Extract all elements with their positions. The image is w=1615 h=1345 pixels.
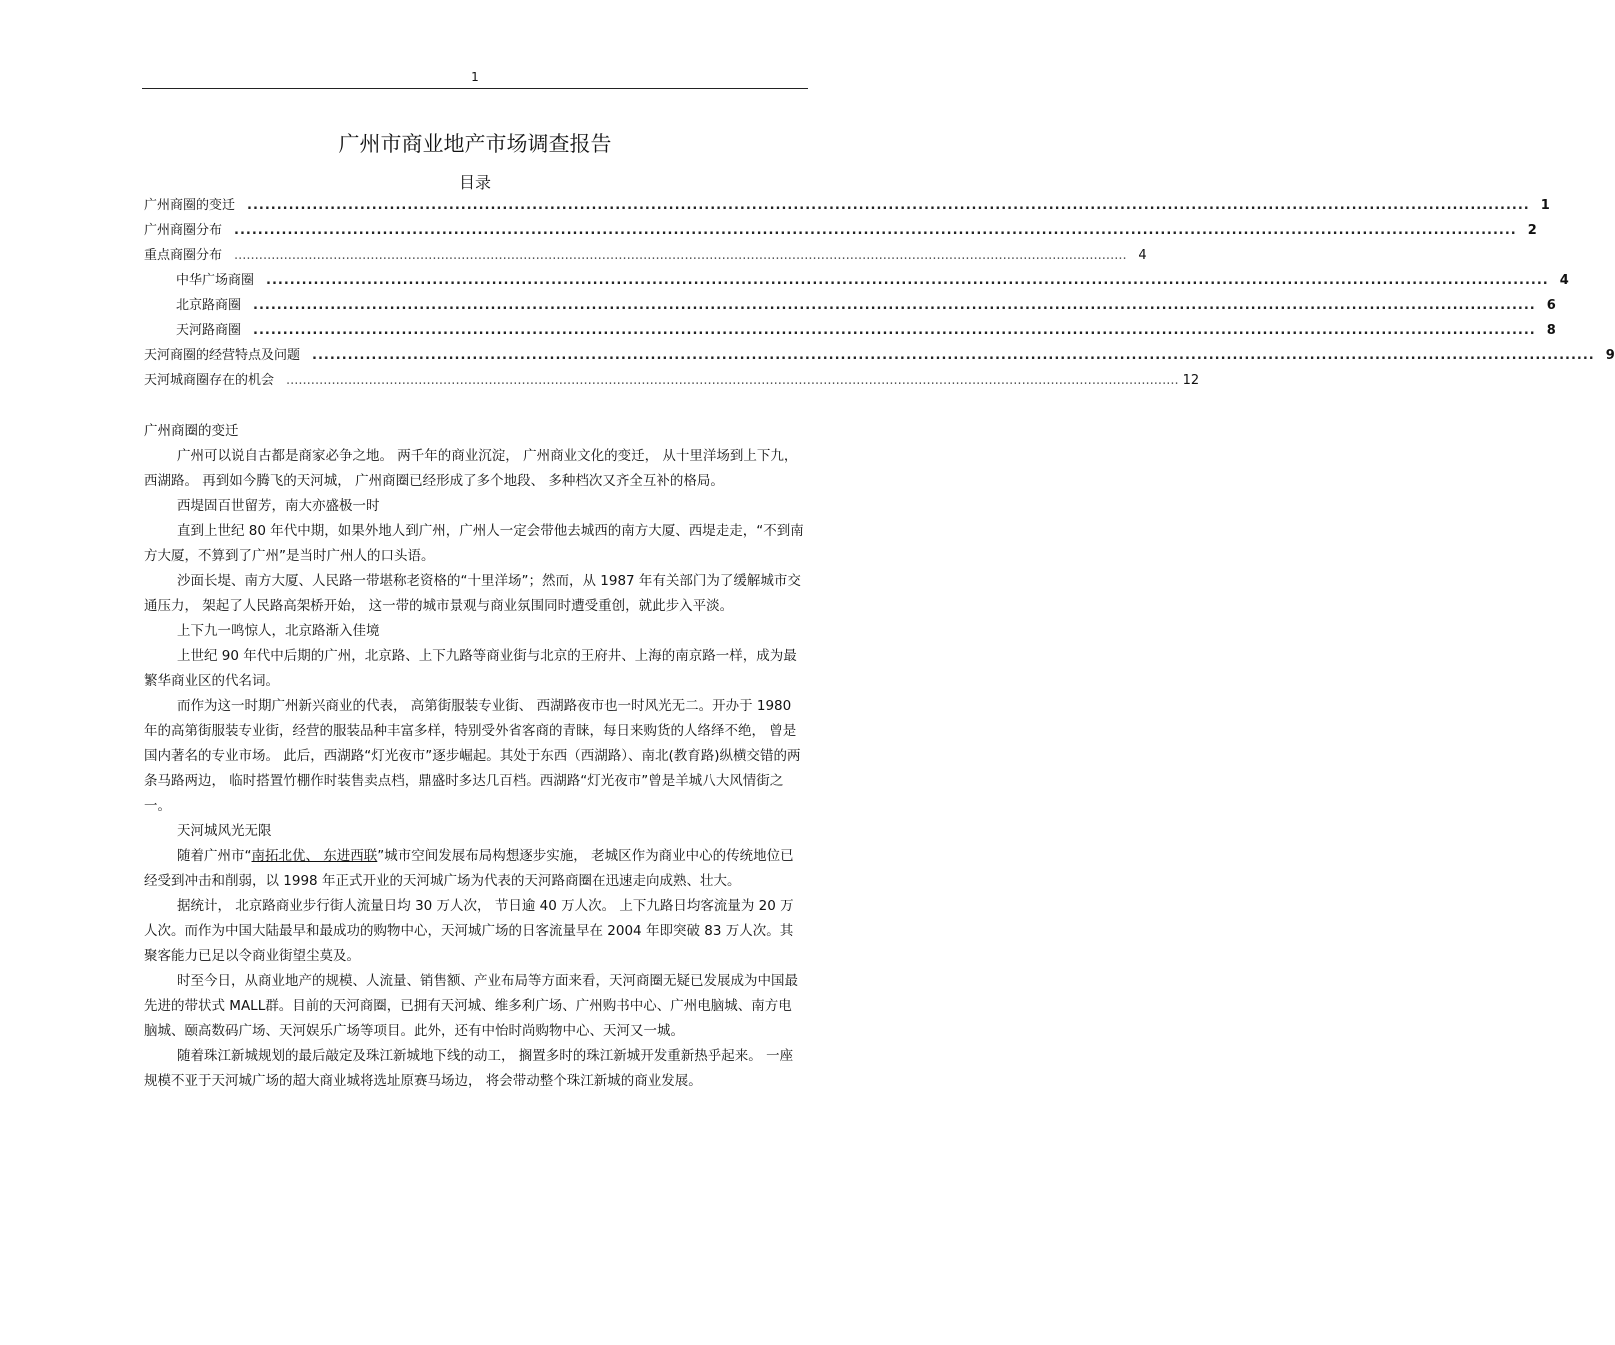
toc-leader: ........................................................................................................................................................................................................................: [286, 373, 1179, 388]
paragraph: 时至今日，从商业地产的规模、人流量、销售额、产业布局等方面来看，天河商圈无疑已发展成为中国最先进的带状式 MALL群。目前的天河商圈，已拥有天河城、维多利广场、广州购书中心、广州电脑城、南方电脑城、颐高数码广场、天河娱乐广场等项目。此外，还有中怡时尚购物中心、天河又一城。: [144, 973, 798, 1039]
sub-heading: 天河城风光无限: [177, 823, 272, 839]
paragraph: 直到上世纪 80 年代中期，如果外地人到广州，广州人一定会带他去城西的南方大厦、西堤走走，“不到南方大厦，不算到了广州”是当时广州人的口头语。: [144, 523, 804, 564]
toc-entry[interactable]: [144, 344, 1615, 369]
paragraph: 而作为这一时期广州新兴商业的代表， 高第街服装专业街、 西湖路夜市也一时风光无二。开办于 1980 年的高第街服装专业街，经营的服装品种丰富多样，特别受外省客商的青睐，每日来购货的人络绎不绝， 曾是国内著名的专业市场。 此后，西湖路“灯光夜市”逐步崛起。其处于东西（西湖路）、南北(教育路)纵横交错的两条马路两边， 临时搭置竹棚作时装售卖点档，鼎盛时多达几百档。西湖路“灯光夜市”曾是羊城八大风情街之一。: [144, 698, 801, 814]
toc-entry-label: 重点商圈分布: [144, 248, 223, 263]
toc-entry-page: 1: [1540, 198, 1550, 213]
toc-leader: ........................................................................................................................................................................................................................: [253, 323, 1536, 338]
table-of-contents: [144, 194, 1615, 394]
document-title: 广州市商业地产市场调查报告: [338, 132, 612, 156]
toc-entry-page: 9: [1605, 348, 1615, 363]
toc-entry-label: 天河城商圈存在的机会: [144, 373, 275, 388]
toc-entry[interactable]: [144, 194, 1550, 219]
sub-heading: 上下九一鸣惊人，北京路渐入佳境: [177, 623, 380, 639]
toc-entry-page: 2: [1527, 223, 1537, 238]
section-title: 广州商圈的变迁: [144, 423, 239, 439]
toc-entry-label: 广州商圈的变迁: [144, 198, 236, 213]
toc-entry[interactable]: [144, 294, 1556, 319]
toc-heading: 目录: [458, 173, 491, 192]
toc-leader: ........................................................................................................................................................................................................................: [266, 273, 1549, 288]
toc-leader: ........................................................................................................................................................................................................................: [234, 223, 1517, 238]
toc-leader: ........................................................................................................................................................................................................................: [234, 248, 1127, 263]
toc-entry[interactable]: [144, 319, 1556, 344]
paragraph: 沙面长堤、南方大厦、人民路一带堪称老资格的“十里洋场”；然而，从 1987 年有关部门为了缓解城市交通压力， 架起了人民路高架桥开始， 这一带的城市景观与商业氛围同时遭受重创，就此步入平淡。: [144, 573, 801, 614]
toc-leader: ........................................................................................................................................................................................................................: [247, 198, 1530, 213]
underlined-phrase: 南拓北优、 东进西联: [251, 848, 378, 864]
toc-entry[interactable]: [144, 244, 1147, 269]
toc-entry-label: 广州商圈分布: [144, 223, 223, 238]
paragraph: 据统计， 北京路商业步行街人流量日均 30 万人次， 节日逾 40 万人次。 上下九路日均客流量为 20 万人次。而作为中国大陆最早和最成功的购物中心，天河城广场的日客流量早在 2004 年即突破 83 万人次。其聚客能力已足以令商业街望尘莫及。: [144, 898, 794, 964]
toc-entry-label: 天河路商圈: [176, 323, 242, 338]
sub-heading: 西堤固百世留芳，南大亦盛极一时: [177, 498, 380, 514]
toc-entry-label: 北京路商圈: [176, 298, 242, 313]
toc-leader: ........................................................................................................................................................................................................................: [253, 298, 1536, 313]
toc-entry-page: 6: [1546, 298, 1556, 313]
paragraph: 随着珠江新城规划的最后敲定及珠江新城地下线的动工， 搁置多时的珠江新城开发重新热乎起来。 一座规模不亚于天河城广场的超大商业城将选址原赛马场边， 将会带动整个珠江新城的商业发展。: [144, 1048, 794, 1089]
paragraph: 广州可以说自古都是商家必争之地。 两千年的商业沉淀， 广州商业文化的变迁， 从十里洋场到上下九， 西湖路。 再到如今腾飞的天河城， 广州商圈已经形成了多个地段、 多种档次又齐全互补的格局。: [144, 448, 798, 489]
toc-entry-label: 天河商圈的经营特点及问题: [144, 348, 301, 363]
toc-entry-page: 8: [1546, 323, 1556, 338]
toc-entry-page: 12: [1182, 373, 1200, 388]
toc-entry[interactable]: [144, 369, 1200, 394]
toc-entry[interactable]: [144, 219, 1537, 244]
paragraph-text: ”城市空间发展布局构想逐步实施， 老城区作为商业中心的传统地位已经受到冲击和削弱，以 1998 年正式开业的天河城广场为代表的天河路商圈在迅速走向成熟、壮大。: [144, 848, 794, 889]
paragraph-text: 随着广州市“: [177, 848, 252, 864]
paragraph: 上世纪 90 年代中后期的广州，北京路、上下九路等商业街与北京的王府井、上海的南京路一样，成为最繁华商业区的代名词。: [144, 648, 797, 689]
document-body: [144, 419, 804, 1094]
header-rule: [142, 88, 808, 89]
toc-leader: ........................................................................................................................................................................................................................: [312, 348, 1595, 363]
paragraph: [144, 844, 804, 894]
page-number: 1: [471, 70, 479, 84]
toc-entry[interactable]: [144, 269, 1569, 294]
toc-entry-page: 4: [1559, 273, 1569, 288]
toc-entry-label: 中华广场商圈: [176, 273, 255, 288]
toc-entry-page: 4: [1138, 248, 1147, 263]
